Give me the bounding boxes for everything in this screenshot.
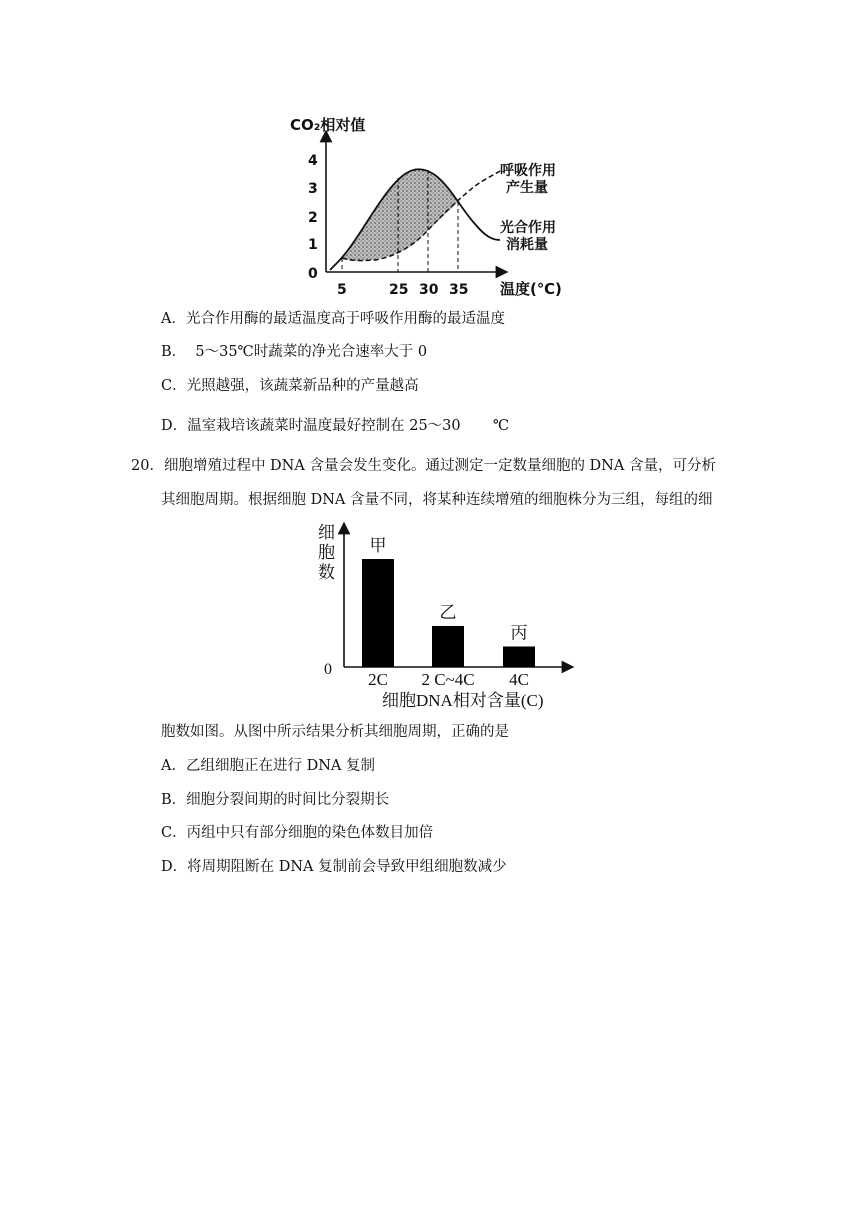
bar-category-1: 2C (368, 670, 388, 689)
net-photosynthesis-region (342, 169, 458, 261)
bar-label-3: 丙 (510, 623, 528, 643)
cell-dna-bar-chart (310, 518, 580, 714)
q20-stem-line-1: 20．细胞增殖过程中 DNA 含量会发生变化。通过测定一定数量细胞的 DNA 含量，可分析 (131, 458, 716, 474)
q19-option-a: A．光合作用酶的最适温度高于呼吸作用酶的最适温度 (161, 311, 505, 327)
y-tick-1: 1 (308, 237, 318, 253)
x-tick-25: 25 (389, 282, 409, 298)
bar-y-label-1: 细 (318, 523, 335, 542)
co2-temperature-figure (270, 110, 590, 300)
bar-2 (432, 626, 464, 667)
q20-stem-line-2: 其细胞周期。根据细胞 DNA 含量不同，将某种连续增殖的细胞株分为三组，每组的细 (161, 492, 713, 508)
q19-option-c: C．光照越强，该蔬菜新品种的产量越高 (161, 378, 419, 394)
y-tick-4: 4 (308, 153, 318, 169)
bar-3 (503, 646, 535, 667)
bar-origin-label: 0 (324, 661, 332, 678)
bar-x-axis-label: 细胞DNA相对含量(C) (382, 691, 544, 710)
photosynthesis-label-1: 光合作用 (500, 220, 556, 236)
bar-category-3: 4C (509, 670, 529, 689)
respiration-label-1: 呼吸作用 (500, 163, 556, 179)
y-tick-0: 0 (308, 266, 318, 282)
q20-option-a: A．乙组细胞正在进行 DNA 复制 (161, 758, 375, 774)
bar-y-label-2: 胞 (318, 543, 335, 562)
q19-option-d: D．温室栽培该蔬菜时温度最好控制在 25～30 ℃ (161, 418, 510, 434)
bar-category-2: 2 C~4C (421, 670, 475, 689)
x-axis-label: 温度(℃) (500, 280, 562, 298)
y-tick-2: 2 (308, 210, 318, 226)
y-axis-label: CO₂相对值 (290, 116, 366, 134)
bar-label-2: 乙 (439, 602, 457, 622)
x-tick-30: 30 (419, 282, 439, 298)
q20-option-d: D．将周期阻断在 DNA 复制前会导致甲组细胞数减少 (161, 859, 507, 875)
respiration-label-2: 产生量 (506, 180, 548, 196)
bar-1 (362, 559, 394, 667)
photosynthesis-label-2: 消耗量 (506, 237, 548, 253)
x-tick-5: 5 (337, 282, 347, 298)
bar-label-1: 甲 (369, 536, 387, 555)
q20-option-b: B．细胞分裂间期的时间比分裂期长 (161, 792, 390, 808)
x-tick-35: 35 (449, 282, 469, 298)
q20-option-c: C．丙组中只有部分细胞的染色体数目加倍 (161, 825, 434, 841)
q19-option-b: B． 5～35℃时蔬菜的净光合速率大于 0 (161, 344, 428, 360)
bar-y-label-3: 数 (318, 563, 335, 582)
y-tick-3: 3 (308, 181, 318, 197)
q20-stem-line-3: 胞数如图。从图中所示结果分析其细胞周期，正确的是 (161, 724, 509, 740)
